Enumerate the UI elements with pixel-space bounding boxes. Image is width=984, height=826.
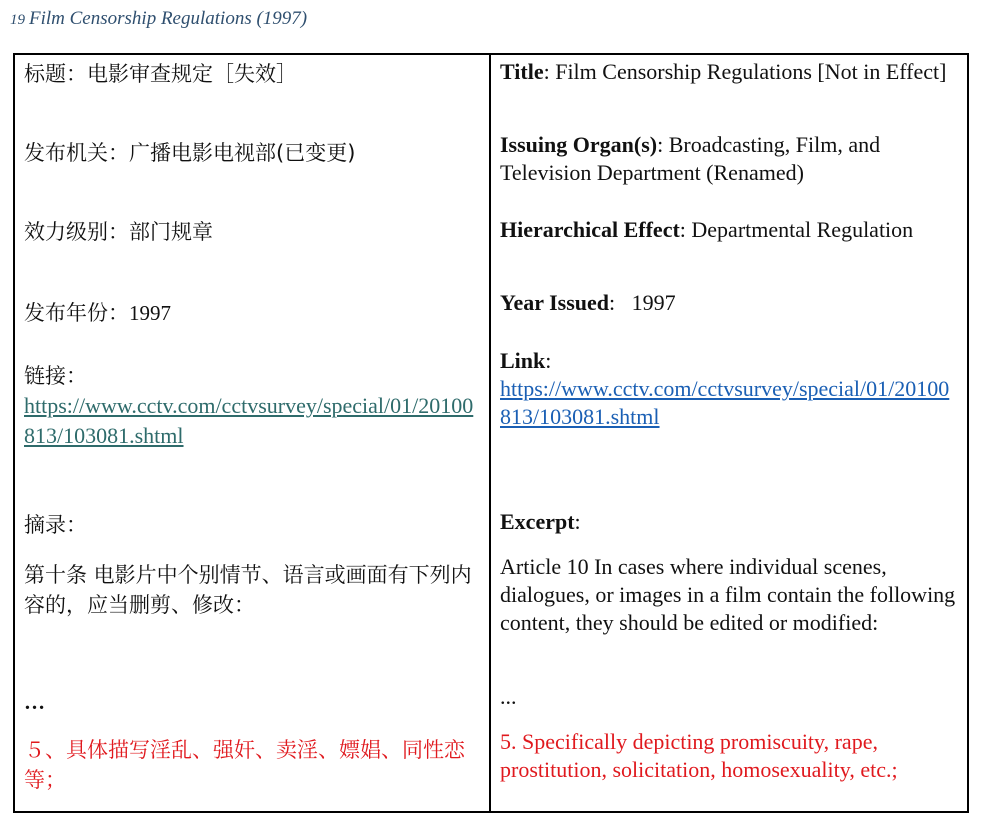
en-excerpt-row — [500, 508, 957, 536]
cn-effect-value: 部门规章 — [129, 220, 213, 244]
en-excerpt-colon: : — [574, 509, 581, 534]
cn-organ-value: 广播电影电视部(已变更) — [129, 141, 356, 165]
cn-article-text: 第十条 电影片中个别情节、语言或画面有下列内容的，应当删剪、修改： — [24, 563, 472, 617]
en-effect-row — [500, 216, 957, 244]
cn-effect-label: 效力级别： — [24, 220, 129, 244]
cn-ellipsis: … — [24, 690, 45, 714]
cn-link-label: 链接： — [24, 364, 87, 388]
regulation-table — [13, 53, 969, 813]
en-link-row — [500, 347, 957, 431]
en-organ-label: Issuing Organ(s) — [500, 132, 658, 157]
cn-year-value: 1997 — [129, 301, 171, 325]
en-link-label: Link — [500, 348, 546, 373]
en-title-value: : Film Censorship Regulations [Not in Effect] — [543, 59, 947, 84]
en-year-label: Year Issued — [500, 290, 610, 315]
en-year-value: : 1997 — [609, 290, 676, 315]
en-link-url[interactable]: https://www.cctv.com/cctvsurvey/special/01/20100813/103081.shtml — [500, 376, 950, 429]
cn-year-label: 发布年份： — [24, 301, 129, 325]
en-article-text: Article 10 In cases where individual scenes, dialogues, or images in a film contain the following content, they should be edited or modified: — [500, 554, 956, 635]
en-link-colon: : — [545, 348, 552, 373]
en-year-row — [500, 289, 957, 317]
cn-year-row — [24, 298, 479, 328]
en-title-row — [500, 58, 957, 86]
en-effect-value: : Departmental Regulation — [679, 217, 914, 242]
cn-title-value: 电影审查规定［失效］ — [87, 62, 297, 86]
en-effect-label: Hierarchical Effect — [500, 217, 680, 242]
cn-title-row — [24, 59, 479, 89]
caption-number: 19 — [10, 12, 25, 28]
document-caption — [10, 8, 307, 30]
en-excerpt-label: Excerpt — [500, 509, 575, 534]
english-column — [491, 55, 967, 811]
en-item-5: 5. Specifically depicting promiscuity, rape, prostitution, solicitation, homosexuality, etc.; — [500, 729, 898, 782]
cn-link-url[interactable]: https://www.cctv.com/cctvsurvey/special/01/20100813/103081.shtml — [24, 393, 474, 448]
caption-title: Film Censorship Regulations (1997) — [29, 8, 308, 29]
cn-title-label: 标题： — [24, 62, 87, 86]
en-ellipsis: ... — [500, 684, 517, 709]
cn-organ-label: 发布机关： — [24, 141, 129, 165]
chinese-column — [15, 55, 491, 811]
en-organ-value: : Broadcasting, Film, and Television Department (Renamed) — [500, 132, 881, 185]
cn-effect-row — [24, 217, 479, 247]
en-title-label: Title — [500, 59, 544, 84]
cn-link-row — [24, 361, 479, 451]
cn-excerpt-label: 摘录： — [24, 513, 87, 537]
cn-item-5: ５、具体描写淫乱、强奸、卖淫、嫖娼、同性恋等； — [24, 738, 465, 792]
en-organ-row — [500, 131, 957, 187]
cn-organ-row — [24, 138, 479, 168]
